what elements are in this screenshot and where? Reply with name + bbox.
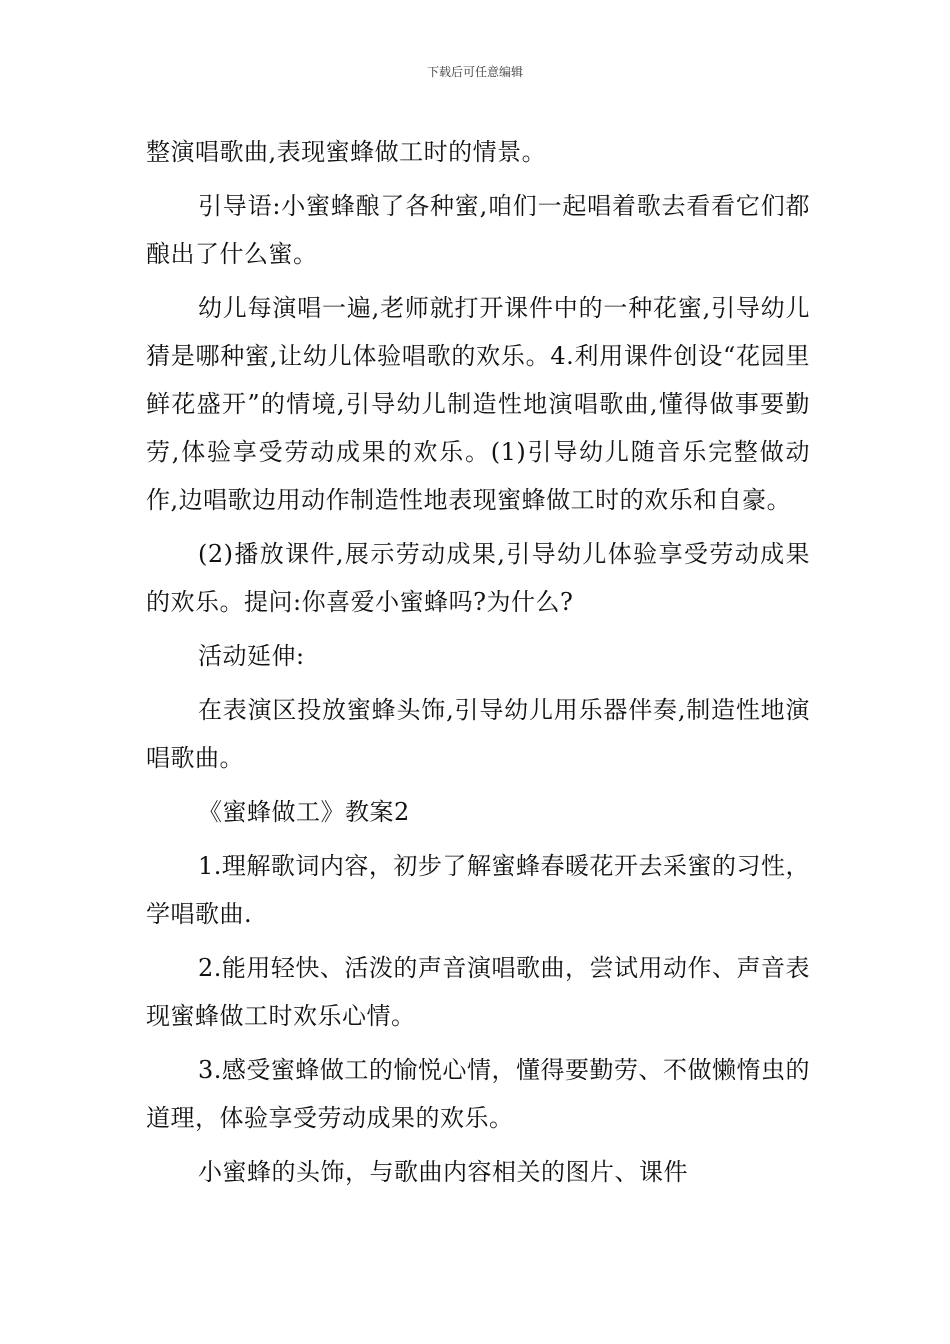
section-title: 《蜜蜂做工》教案2 [198,798,410,826]
document-body [146,128,810,1202]
paragraph-2: 引导语:小蜜蜂酿了各种蜜,咱们一起唱着歌去看看它们都酿出了什么蜜。 [146,192,810,268]
goal-item-3: 3.感受蜜蜂做工的愉悦心情，懂得要勤劳、不做懒惰虫的道理，体验享受劳动成果的欢乐。 [146,1056,810,1132]
goal-item-2: 2.能用轻快、活泼的声音演唱歌曲，尝试用动作、声音表现蜜蜂做工时欢乐心情。 [146,954,810,1030]
paragraph-3: 幼儿每演唱一遍,老师就打开课件中的一种花蜜,引导幼儿猜是哪种蜜,让幼儿体验唱歌的欢乐。4.利用课件创设“花园里鲜花盛开”的情境,引导幼儿制造性地演唱歌曲,懂得做事要勤劳,体验享受劳动成果的欢乐。(1)引导幼儿随音乐完整做动作,边唱歌边用动作制造性地表现蜜蜂做工时的欢乐和自豪。 [146,294,810,514]
paragraph-1: 整演唱歌曲,表现蜜蜂做工时的情景。 [146,138,547,166]
materials-paragraph: 小蜜蜂的头饰，与歌曲内容相关的图片、课件 [198,1158,688,1186]
paragraph-5: 活动延伸: [198,642,305,670]
goal-item-1: 1.理解歌词内容，初步了解蜜蜂春暖花开去采蜜的习性，学唱歌曲. [146,852,810,928]
paragraph-4: (2)播放课件,展示劳动成果,引导幼儿体验享受劳动成果的欢乐。提问:你喜爱小蜜蜂吗?为什么? [146,540,810,616]
paragraph-6: 在表演区投放蜜蜂头饰,引导幼儿用乐器伴奏,制造性地演唱歌曲。 [146,696,810,772]
page-header-note: 下载后可任意编辑 [426,65,523,79]
